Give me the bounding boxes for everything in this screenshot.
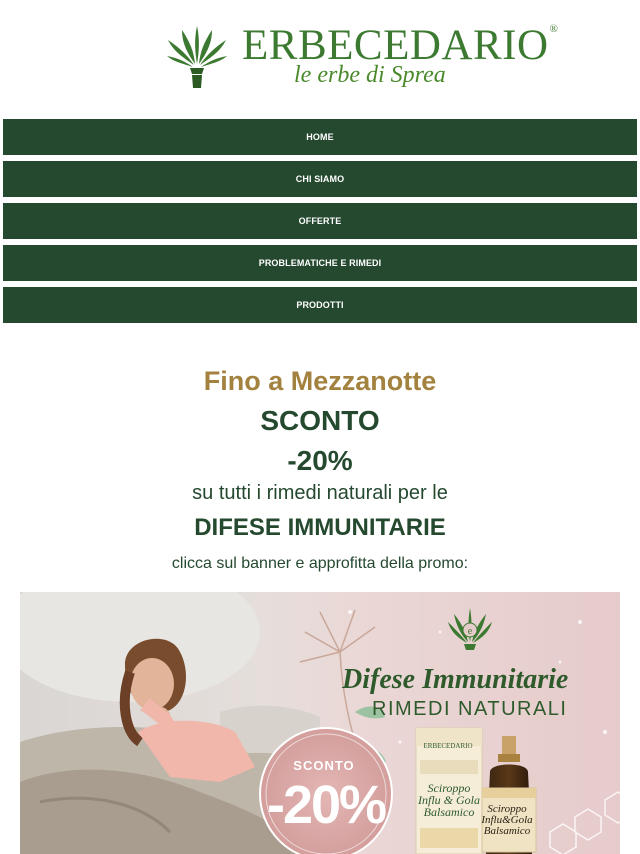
brand-name: ERBECEDARIO® (242, 22, 559, 69)
svg-text:e: e (467, 626, 473, 637)
promo-call-to-action: clicca sul banner e approfitta della promo: (171, 555, 469, 572)
nav-item-offerte[interactable]: OFFERTE (3, 203, 637, 239)
banner-badge-label: SCONTO (293, 758, 355, 773)
erbecedario-leaf-icon[interactable] (166, 24, 228, 90)
promo-banner[interactable] (20, 592, 620, 854)
banner-title: Difese Immunitarie (342, 664, 569, 695)
bottle-product-label: Sciroppo Influ&Gola Balsamico (481, 803, 533, 837)
nav-item-chi-siamo[interactable]: CHI SIAMO (3, 161, 637, 197)
nav-item-prodotti[interactable]: PRODOTTI (3, 287, 637, 323)
box-brand-label: ERBECEDARIO (423, 742, 473, 750)
header (0, 0, 640, 112)
banner-subtitle: RIMEDI NATURALI (372, 698, 568, 720)
promo-description: su tutti i rimedi naturali per le (192, 482, 448, 504)
promo-discount: -20% (287, 445, 353, 476)
promo-sconto-label: SCONTO (260, 405, 380, 436)
promo-text (0, 360, 640, 578)
box-product-label: Sciroppo Influ & Gola Balsamico (418, 781, 480, 819)
promo-category: DIFESE IMMUNITARIE (194, 514, 446, 541)
nav-item-home[interactable]: HOME (3, 119, 637, 155)
banner-badge-discount: -20% (266, 775, 386, 835)
brand-tagline: le erbe di Sprea (294, 62, 446, 88)
nav-item-problematiche-e-rimedi[interactable]: PROBLEMATICHE E RIMEDI (3, 245, 637, 281)
promo-deadline: Fino a Mezzanotte (203, 366, 437, 396)
main-nav (3, 119, 637, 329)
